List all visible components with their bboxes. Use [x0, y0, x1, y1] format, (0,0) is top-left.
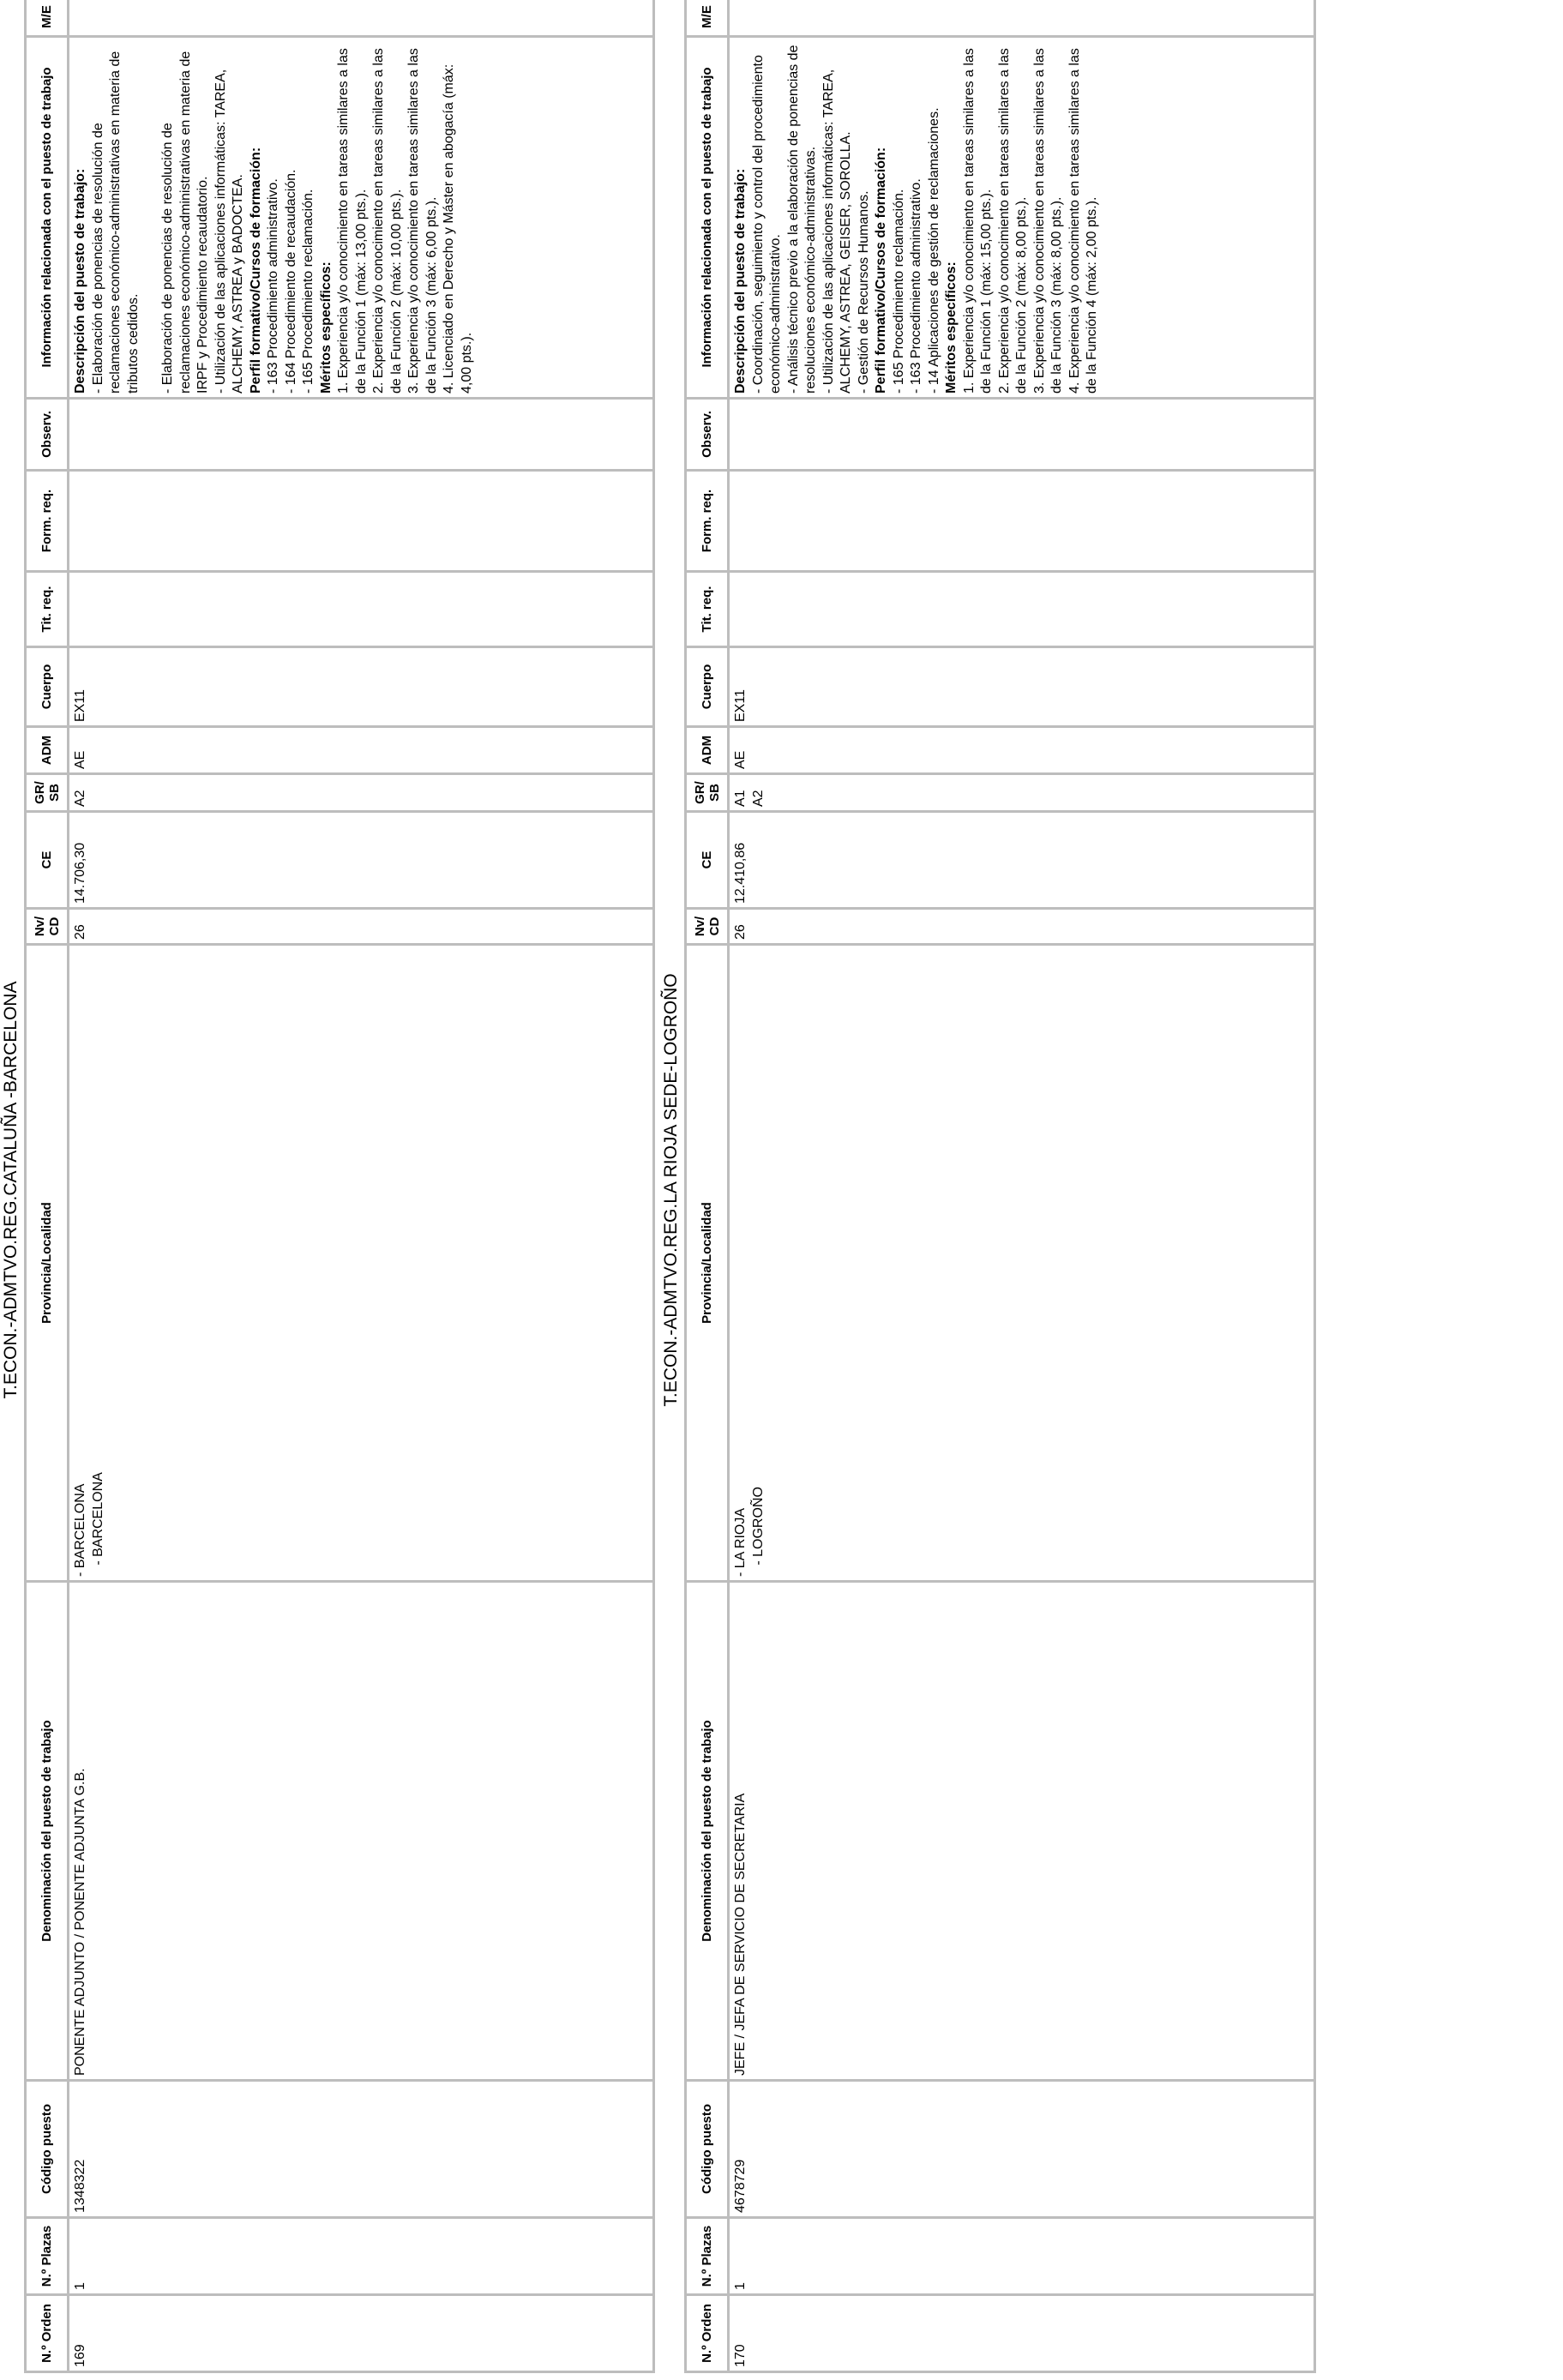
header-nivel-a: Nv/ — [32, 916, 47, 937]
cell-denominacion: JEFE / JEFA DE SERVICIO DE SECRETARIA — [729, 1582, 1315, 2081]
info-line: - 163 Procedimiento administrativo. — [909, 178, 923, 394]
cell-titulacion — [69, 572, 654, 647]
cell-me — [729, 0, 1315, 37]
cell-provincia — [69, 945, 654, 1582]
cell-formacion — [729, 471, 1315, 572]
header-codigo: Código puesto — [26, 2081, 69, 2218]
header-grupo-a: GR/ — [692, 781, 707, 804]
info-line: - Gestión de Recursos Humanos. — [856, 190, 871, 394]
header-cuerpo: Cuerpo — [26, 647, 69, 727]
info-line: Descripción del puesto de trabajo: — [73, 168, 87, 394]
header-nivel-a: Nv/ — [692, 916, 707, 937]
info-line: - 14 Aplicaciones de gestión de reclamaciones. — [926, 107, 941, 394]
header-nivel-b: CD — [46, 917, 62, 936]
positions-table — [684, 0, 1316, 2373]
cell-grupo — [69, 774, 654, 812]
header-adm: ADM — [26, 727, 69, 774]
info-line: Perfil formativo/Cursos de formación: — [874, 147, 888, 394]
cell-cuerpo: EX11 — [69, 647, 654, 727]
info-line: 3. Experiencia y/o conocimiento en tareas similares a las de la Función 3 (máx: 8,00 pts.). — [1031, 44, 1064, 394]
header-grupo-b: SB — [46, 784, 62, 802]
header-informacion: Información relacionada con el puesto de trabajo — [686, 37, 729, 399]
info-line: - Análisis técnico previo a la elaboración de ponencias de resoluciones económico-administrativas. — [785, 41, 818, 394]
header-observaciones: Observ. — [686, 399, 729, 471]
info-line: Méritos específicos: — [944, 261, 959, 394]
cell-grupo — [729, 774, 1315, 812]
info-line: - Elaboración de ponencias de resolución de reclamaciones económico-administrativas en materia de tributos cedidos. — [90, 47, 141, 394]
cell-adm: AE — [729, 727, 1315, 774]
header-formacion: Form. req. — [686, 471, 729, 572]
info-line: 1. Experiencia y/o conocimiento en tareas similares a las de la Función 1 (máx: 15,00 pts.). — [961, 44, 994, 394]
header-formacion: Form. req. — [26, 471, 69, 572]
info-line: - 165 Procedimiento reclamación. — [301, 189, 316, 394]
cell-me — [69, 0, 654, 37]
info-line: - 163 Procedimiento administrativo. — [266, 178, 280, 394]
info-line: - Utilización de las aplicaciones informáticas: TAREA, ALCHEMY, ASTREA y BADOCTEA. — [213, 66, 245, 394]
header-codigo: Código puesto — [686, 2081, 729, 2218]
info-line: 4. Licenciado en Derecho y Máster en abogacía (máx: 4,00 pts.). — [442, 60, 474, 394]
cell-titulacion — [729, 572, 1315, 647]
cell-codigo: 1348322 — [69, 2081, 654, 2218]
grupo-line: A2 — [750, 790, 766, 807]
cell-orden: 169 — [69, 2295, 654, 2372]
cell-ce: 12.410,86 — [729, 812, 1315, 909]
cell-nivel: 26 — [729, 909, 1315, 945]
header-nivel — [26, 909, 69, 945]
header-me: M/E — [686, 0, 729, 37]
cell-observaciones — [69, 399, 654, 471]
header-provincia: Provincia/Localidad — [26, 945, 69, 1582]
info-line: - 164 Procedimiento de recaudación. — [283, 169, 298, 394]
header-grupo-b: SB — [706, 784, 722, 802]
info-line: 1. Experiencia y/o conocimiento en tareas similares a las de la Función 1 (máx: 13,00 pts.). — [336, 44, 369, 394]
positions-table — [24, 0, 655, 2373]
header-grupo — [686, 774, 729, 812]
info-line: - Utilización de las aplicaciones informáticas: TAREA, ALCHEMY, ASTREA, GEISER, SOROLLA. — [821, 66, 853, 394]
header-ce: CE — [686, 812, 729, 909]
header-nivel-b: CD — [706, 917, 722, 936]
table-row — [69, 0, 654, 2372]
header-orden: N.º Orden — [686, 2295, 729, 2372]
table-row — [729, 0, 1315, 2372]
header-observaciones: Observ. — [26, 399, 69, 471]
header-ce: CE — [26, 812, 69, 909]
provincia-line: - LA RIOJA — [733, 1507, 748, 1577]
info-line: Descripción del puesto de trabajo: — [733, 168, 748, 394]
grupo-line: A2 — [73, 790, 87, 807]
header-orden: N.º Orden — [26, 2295, 69, 2372]
info-line: 2. Experiencia y/o conocimiento en tareas similares a las de la Función 2 (máx: 8,00 pts.). — [996, 44, 1029, 394]
header-plazas: N.º Plazas — [686, 2218, 729, 2295]
cell-informacion — [729, 37, 1315, 399]
header-informacion: Información relacionada con el puesto de trabajo — [26, 37, 69, 399]
info-line: 2. Experiencia y/o conocimiento en tareas similares a las de la Función 2 (máx: 10,00 pts.). — [371, 44, 404, 394]
header-adm: ADM — [686, 727, 729, 774]
table-header-row — [686, 0, 729, 2372]
header-plazas: N.º Plazas — [26, 2218, 69, 2295]
info-line: 4. Experiencia y/o conocimiento en tareas similares a las de la Función 4 (máx: 2,00 pts.). — [1067, 44, 1099, 394]
grupo-line: A1 — [733, 790, 748, 807]
info-line: Méritos específicos: — [318, 261, 334, 394]
section-title: T.ECON.-ADMTVO.REG.CATALUÑA -BARCELONA — [1, 981, 21, 1399]
header-titulacion: Tit. req. — [686, 572, 729, 647]
cell-orden: 170 — [729, 2295, 1315, 2372]
cell-plazas: 1 — [69, 2218, 654, 2295]
cell-ce: 14.706,30 — [69, 812, 654, 909]
header-denominacion: Denominación del puesto de trabajo — [686, 1582, 729, 2081]
info-line: Perfil formativo/Cursos de formación: — [248, 147, 263, 394]
cell-adm: AE — [69, 727, 654, 774]
header-me: M/E — [26, 0, 69, 37]
header-grupo-a: GR/ — [32, 781, 47, 804]
header-nivel — [686, 909, 729, 945]
cell-informacion — [69, 37, 654, 399]
cell-provincia — [729, 945, 1315, 1582]
cell-codigo: 4678729 — [729, 2081, 1315, 2218]
localidad-line: - LOGROÑO — [750, 1487, 766, 1577]
table-header-row — [26, 0, 69, 2372]
info-line: - Elaboración de ponencias de resolución de reclamaciones económico-administrativas en materia de IRPF y Procedimiento recaudatorio. — [160, 47, 210, 394]
localidad-line: - BARCELONA — [90, 1472, 105, 1577]
provincia-line: - BARCELONA — [73, 1483, 87, 1577]
cell-observaciones — [729, 399, 1315, 471]
info-line: 3. Experiencia y/o conocimiento en tareas similares a las de la Función 3 (máx: 6,00 pts.). — [406, 44, 439, 394]
header-provincia: Provincia/Localidad — [686, 945, 729, 1582]
header-cuerpo: Cuerpo — [686, 647, 729, 727]
cell-cuerpo: EX11 — [729, 647, 1315, 727]
header-denominacion: Denominación del puesto de trabajo — [26, 1582, 69, 2081]
info-line: - Coordinación, seguimiento y control del procedimiento económico-administrativo. — [750, 51, 783, 394]
cell-plazas: 1 — [729, 2218, 1315, 2295]
cell-denominacion: PONENTE ADJUNTO / PONENTE ADJUNTA G.B. — [69, 1582, 654, 2081]
header-grupo — [26, 774, 69, 812]
cell-nivel: 26 — [69, 909, 654, 945]
info-line: - 165 Procedimiento reclamación. — [891, 189, 906, 394]
cell-formacion — [69, 471, 654, 572]
header-titulacion: Tit. req. — [26, 572, 69, 647]
section-title: T.ECON.-ADMTVO.REG.LA RIOJA SEDE-LOGROÑO — [661, 973, 681, 1407]
